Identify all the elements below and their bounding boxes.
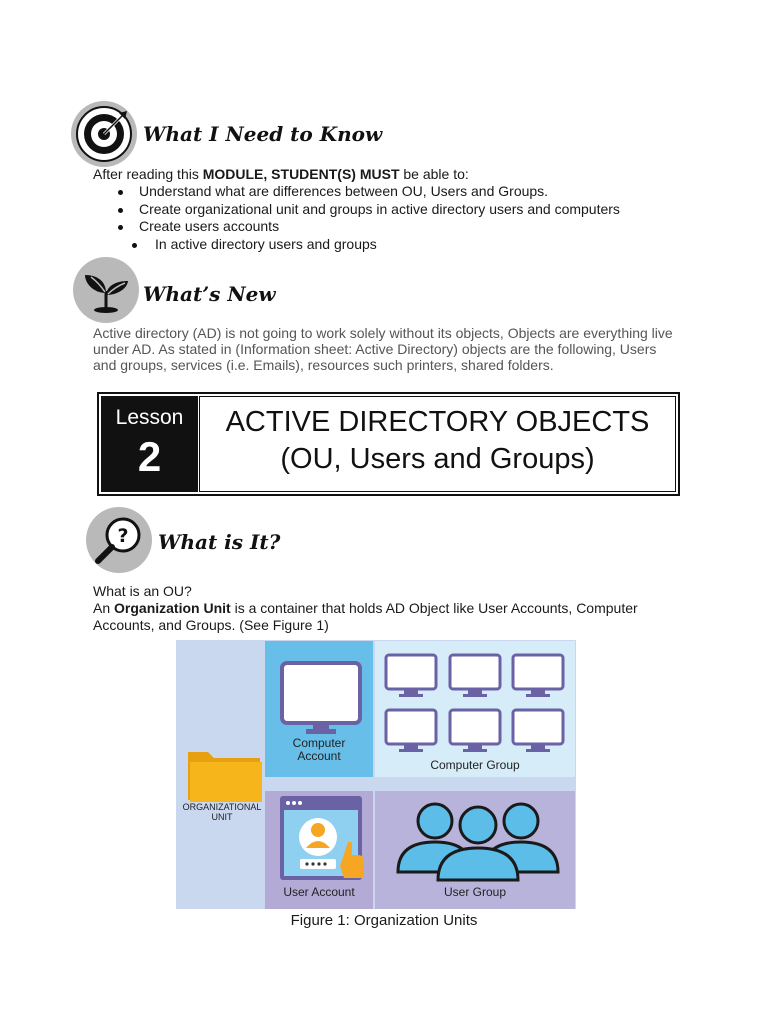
svg-text:?: ? (117, 525, 129, 547)
target-icon (71, 101, 137, 167)
list-item (118, 218, 279, 235)
computer-account-line1: Computer (292, 736, 346, 750)
bullet-dot (132, 243, 137, 248)
bullet-text: In active directory users and groups (155, 236, 377, 252)
ou-question: What is an OU? (93, 583, 192, 599)
ou-definition (93, 600, 638, 617)
lesson-title-line2: (OU, Users and Groups) (280, 443, 595, 475)
folder-icon (188, 752, 262, 802)
bullet-dot (118, 208, 123, 213)
user-group-label: User Group (443, 885, 507, 899)
section-title-what-i-need-to-know: What I Need to Know (143, 122, 383, 146)
figure-caption: Figure 1: Organization Units (290, 912, 478, 929)
ou-label-line2: UNIT (211, 812, 233, 822)
ou-definition-line2: Accounts, and Groups. (See Figure 1) (93, 617, 329, 633)
bullet-text: Create organizational unit and groups in active directory users and computers (139, 201, 620, 217)
def-bold: Organization Unit (114, 600, 231, 616)
lesson-title (201, 404, 674, 478)
lesson-word: Lesson (115, 406, 184, 429)
seedling-icon (73, 257, 139, 323)
whats-new-line: under AD. As stated in (Information sheet: Active Directory) objects are the following, Users (93, 341, 657, 357)
computer-account-line2: Account (297, 749, 341, 763)
section-title-whats-new: What’s New (143, 282, 276, 306)
intro-sentence (93, 166, 469, 183)
list-item (118, 201, 620, 218)
intro-bold: MODULE, STUDENT(S) MUST (202, 166, 400, 182)
computer-account-label (265, 737, 373, 763)
organization-unit-figure (176, 640, 576, 909)
bullet-dot (118, 225, 123, 230)
def-prefix: An (93, 600, 115, 616)
lesson-title-line1: ACTIVE DIRECTORY OBJECTS (225, 406, 650, 438)
intro-prefix: After reading this (93, 166, 203, 182)
user-account-icon (280, 796, 364, 880)
sub-list-item (132, 236, 377, 253)
bullet-text: Understand what are differences between OU, Users and Groups. (139, 183, 549, 199)
ou-label-line1: ORGANIZATIONAL (182, 802, 262, 812)
computer-group-label: Computer Group (430, 758, 520, 772)
computer-icon (282, 663, 360, 734)
magnifier-question-icon (86, 507, 152, 573)
user-group-icon (398, 804, 558, 880)
intro-suffix: be able to: (399, 166, 469, 182)
def-suffix: is a container that holds AD Object like User Accounts, Computer (230, 600, 638, 616)
list-item (118, 183, 548, 200)
user-account-label: User Account (283, 885, 355, 899)
bullet-text: Create users accounts (139, 218, 280, 234)
whats-new-line: Active directory (AD) is not going to work solely without its objects, Objects are everything live (93, 325, 673, 341)
whats-new-line: and groups, services (i.e. Emails), resources such printers, shared folders. (93, 357, 554, 373)
organizational-unit-label (176, 802, 268, 822)
bullet-dot (118, 190, 123, 195)
figure-graphic (176, 640, 576, 909)
lesson-number-box (101, 396, 198, 492)
section-title-what-is-it: What is It? (158, 530, 281, 554)
lesson-number: 2 (137, 433, 162, 480)
